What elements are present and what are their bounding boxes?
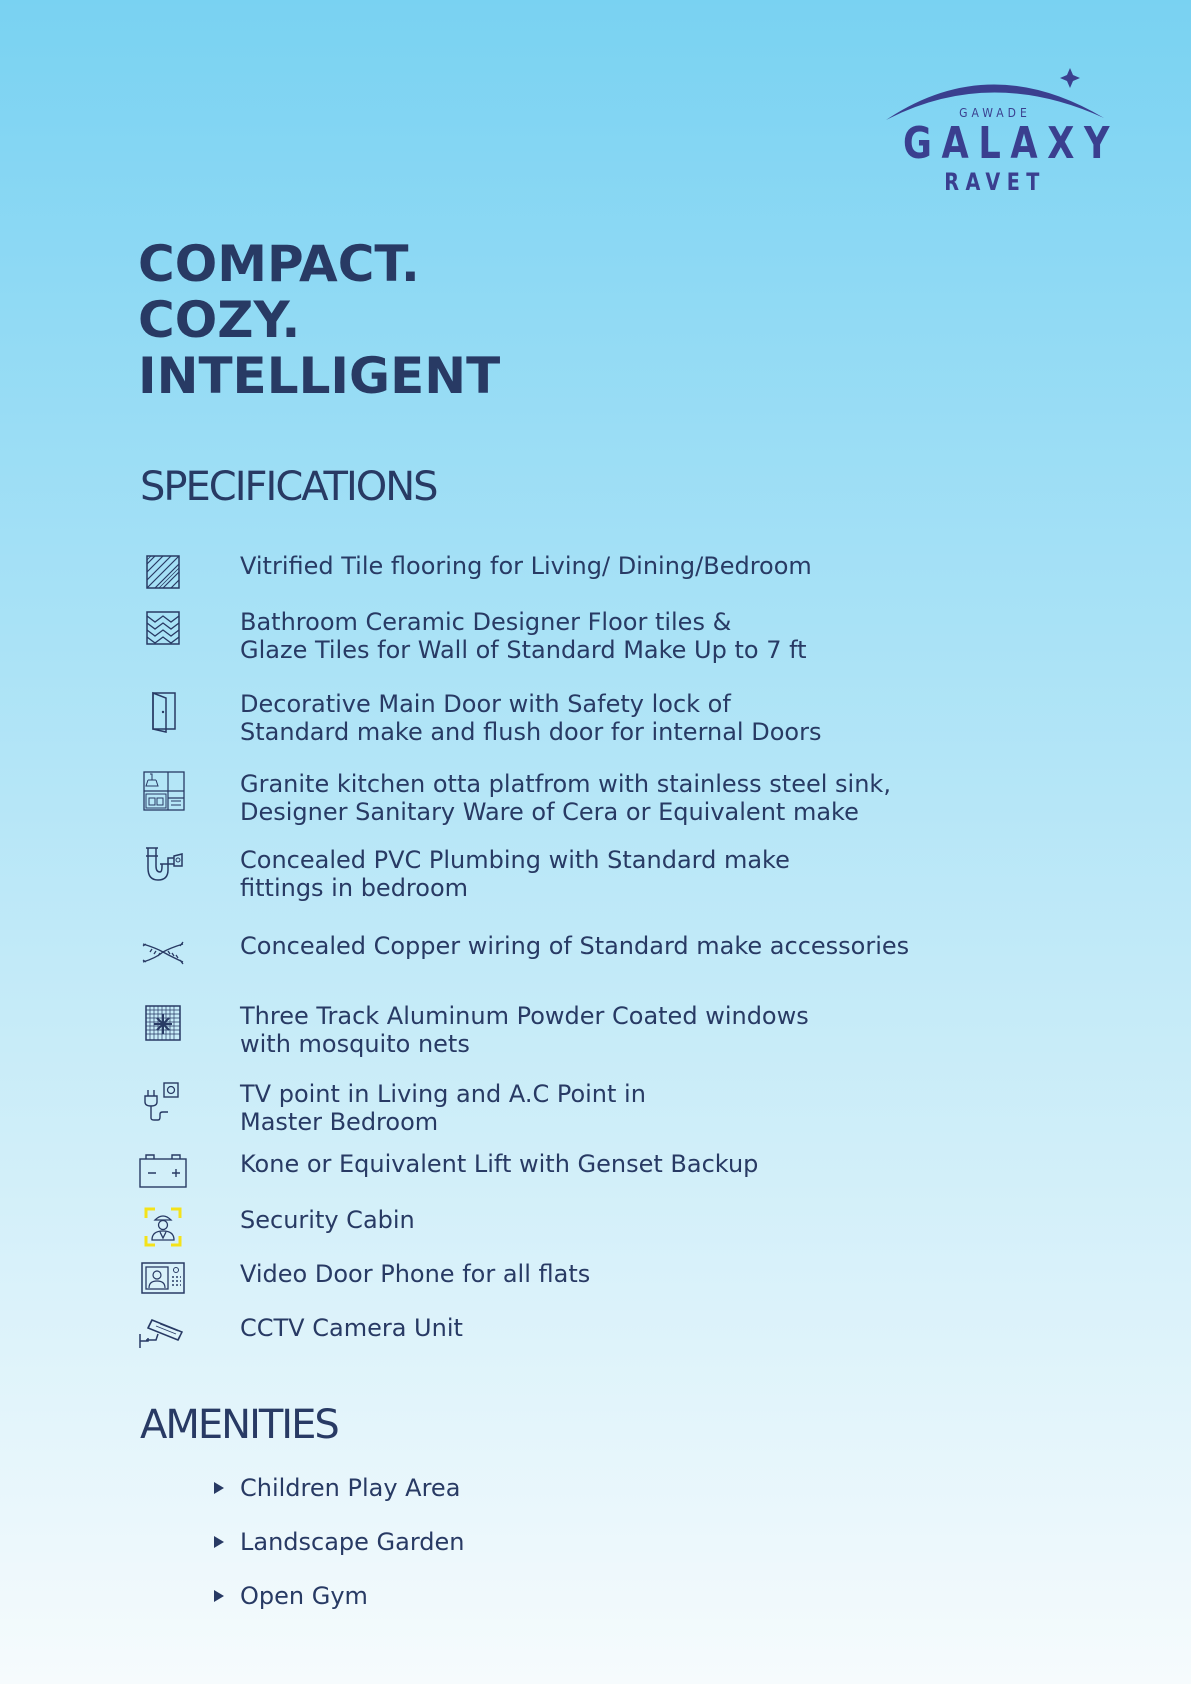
triangle-bullet-icon bbox=[214, 1536, 224, 1548]
cctv-camera-icon bbox=[138, 1314, 188, 1358]
spec-line-1: Three Track Aluminum Powder Coated windows bbox=[240, 1002, 809, 1030]
spec-line-2: Master Bedroom bbox=[240, 1108, 439, 1136]
door-icon bbox=[138, 690, 188, 734]
security-guard-icon bbox=[138, 1206, 188, 1250]
spec-line-1: Bathroom Ceramic Designer Floor tiles & bbox=[240, 608, 732, 636]
spec-line-1: Concealed PVC Plumbing with Standard make bbox=[240, 846, 790, 874]
spec-line-1: Decorative Main Door with Safety lock of bbox=[240, 690, 731, 718]
spec-line-1: CCTV Camera Unit bbox=[240, 1314, 463, 1342]
spec-line-2: with mosquito nets bbox=[240, 1030, 470, 1058]
ceramic-tile-icon bbox=[138, 608, 188, 652]
spec-line-1: Security Cabin bbox=[240, 1206, 415, 1234]
amenity-label: Open Gym bbox=[240, 1582, 368, 1610]
headline-line-2: COZY. bbox=[138, 291, 301, 349]
specifications-title: SPECIFICATIONS bbox=[140, 464, 437, 510]
headline bbox=[138, 236, 500, 404]
brand-line-3: RAVET bbox=[944, 168, 1046, 196]
kitchen-icon bbox=[138, 770, 188, 814]
spec-line-1: Concealed Copper wiring of Standard make accessories bbox=[240, 932, 910, 960]
brand-logo bbox=[880, 60, 1120, 200]
plug-socket-icon bbox=[138, 1080, 188, 1124]
amenity-item bbox=[214, 1528, 465, 1556]
headline-line-3: INTELLIGENT bbox=[138, 347, 501, 405]
window-net-icon bbox=[138, 1002, 188, 1046]
spec-line-1: Granite kitchen otta platfrom with stainless steel sink, bbox=[240, 770, 891, 798]
triangle-bullet-icon bbox=[214, 1482, 224, 1494]
headline-line-1: COMPACT. bbox=[138, 235, 420, 293]
amenity-item bbox=[214, 1582, 368, 1610]
vitrified-tile-icon bbox=[138, 552, 188, 596]
spec-line-1: Kone or Equivalent Lift with Genset Backup bbox=[240, 1150, 759, 1178]
spec-line-1: TV point in Living and A.C Point in bbox=[240, 1080, 646, 1108]
amenity-item bbox=[214, 1474, 460, 1502]
video-door-phone-icon bbox=[138, 1260, 188, 1304]
spec-line-2: Standard make and flush door for internal Doors bbox=[240, 718, 822, 746]
brand-line-1: GAWADE bbox=[959, 106, 1031, 120]
amenities-title: AMENITIES bbox=[140, 1402, 338, 1448]
spec-line-2: fittings in bedroom bbox=[240, 874, 469, 902]
plumbing-icon bbox=[138, 846, 188, 890]
spec-line-1: Video Door Phone for all flats bbox=[240, 1260, 591, 1288]
amenity-label: Landscape Garden bbox=[240, 1528, 465, 1556]
spec-line-1: Vitrified Tile flooring for Living/ Dining/Bedroom bbox=[240, 552, 812, 580]
spec-line-2: Glaze Tiles for Wall of Standard Make Up to 7 ft bbox=[240, 636, 807, 664]
brand-line-2: GALAXY bbox=[903, 118, 1120, 169]
amenity-label: Children Play Area bbox=[240, 1474, 461, 1502]
spec-line-2: Designer Sanitary Ware of Cera or Equivalent make bbox=[240, 798, 859, 826]
battery-icon bbox=[138, 1150, 188, 1194]
triangle-bullet-icon bbox=[214, 1590, 224, 1602]
wiring-icon bbox=[138, 932, 188, 976]
